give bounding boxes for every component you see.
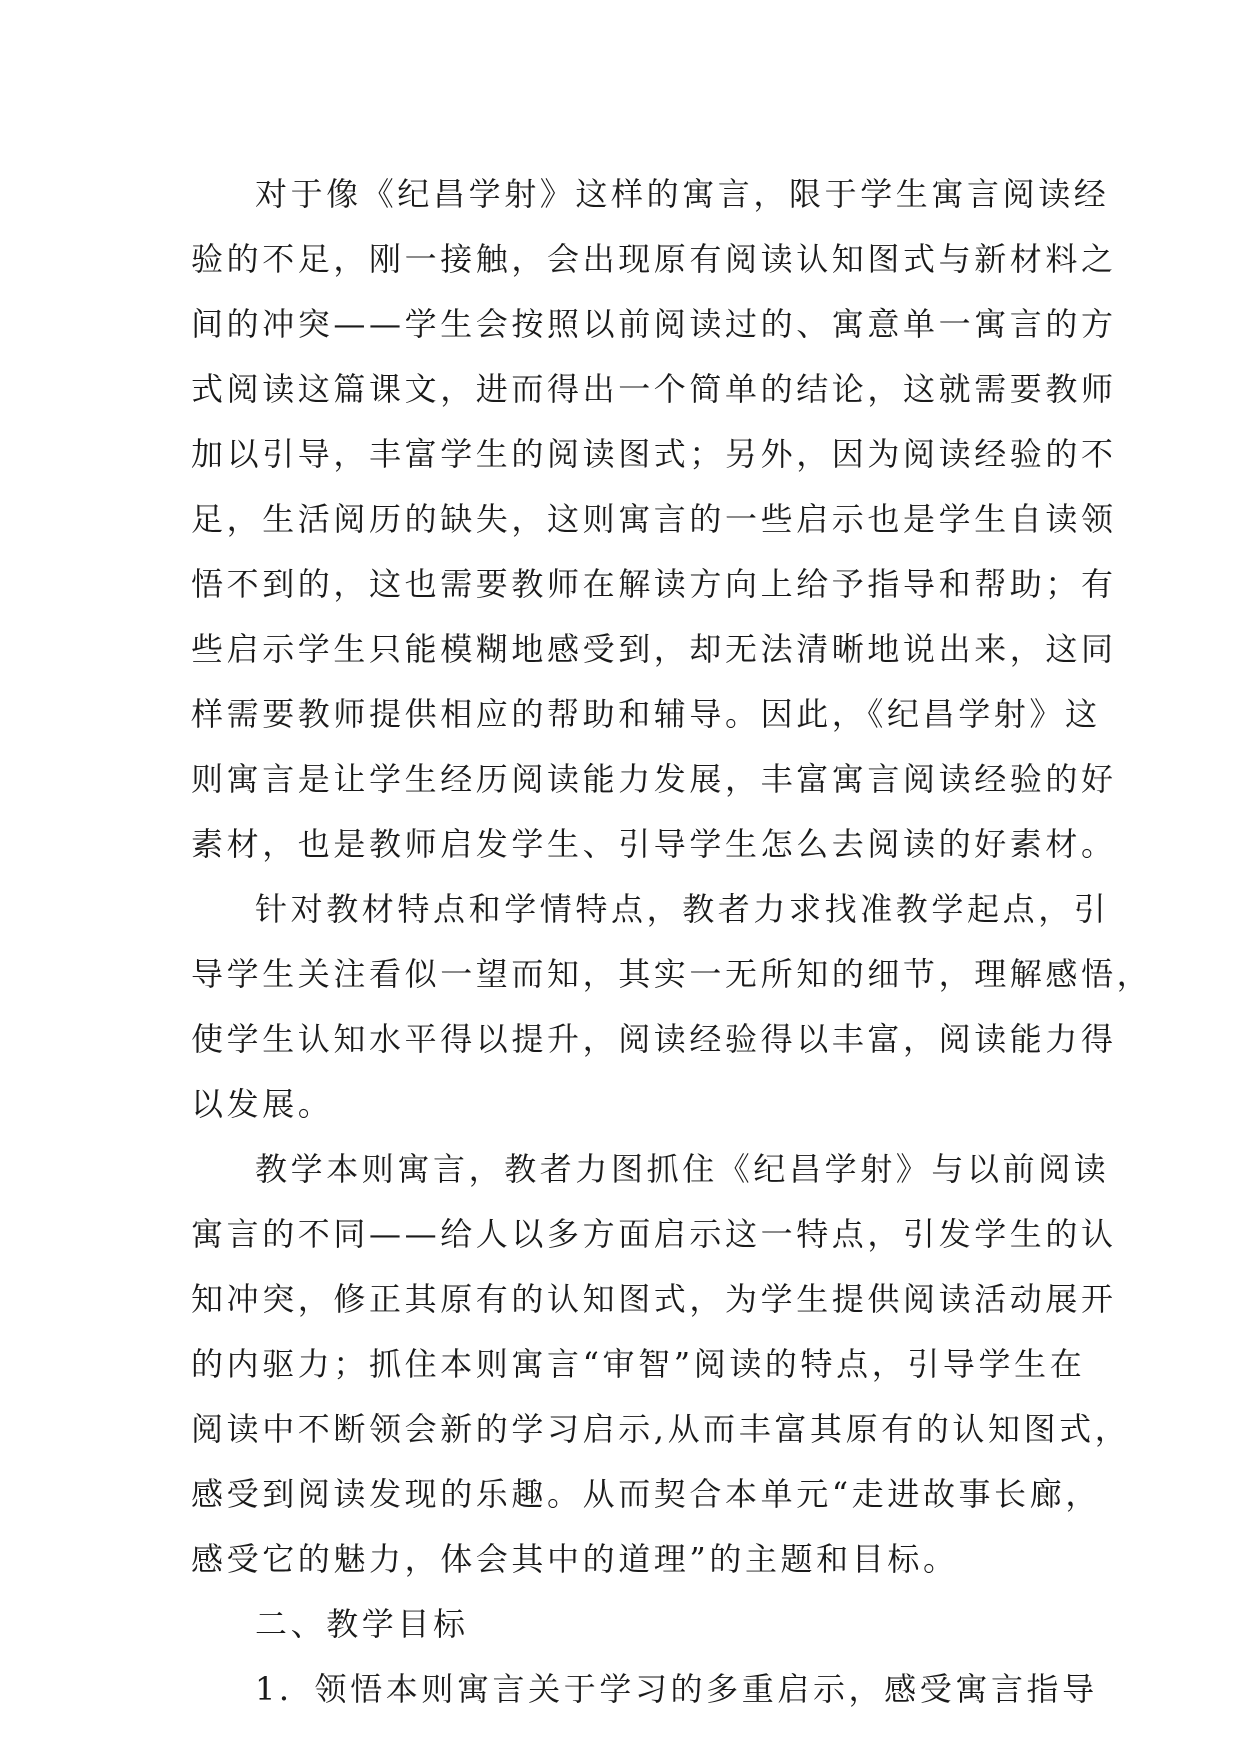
paragraph-line: 则寓言是让学生经历阅读能力发展，丰富寓言阅读经验的好 (191, 760, 1117, 798)
paragraph-line: 使学生认知水平得以提升，阅读经验得以丰富，阅读能力得 (191, 1020, 1117, 1058)
body-text (191, 162, 1153, 1722)
paragraph-line: 加以引导，丰富学生的阅读图式；另外，因为阅读经验的不 (191, 435, 1117, 473)
paragraph-line: 知冲突，修正其原有的认知图式，为学生提供阅读活动展开 (191, 1280, 1117, 1318)
list-item: 1．领悟本则寓言关于学习的多重启示，感受寓言指导 (255, 1670, 1098, 1708)
paragraph-line: 导学生关注看似一望而知，其实一无所知的细节，理解感悟， (191, 955, 1153, 993)
paragraph-line: 阅读中不断领会新的学习启示,从而丰富其原有的认知图式， (191, 1410, 1131, 1448)
paragraph-line: 寓言的不同——给人以多方面启示这一特点，引发学生的认 (191, 1215, 1117, 1253)
paragraph-line: 式阅读这篇课文，进而得出一个简单的结论，这就需要教师 (191, 370, 1117, 408)
paragraph-line: 针对教材特点和学情特点，教者力求找准教学起点，引 (255, 890, 1110, 928)
paragraph-line: 素材，也是教师启发学生、引导学生怎么去阅读的好素材。 (191, 825, 1117, 863)
paragraph-line: 感受到阅读发现的乐趣。从而契合本单元“走进故事长廊， (191, 1475, 1101, 1513)
section-heading: 二、教学目标 (255, 1605, 469, 1643)
paragraph-line: 些启示学生只能模糊地感受到，却无法清晰地说出来，这同 (191, 630, 1117, 668)
paragraph-line: 样需要教师提供相应的帮助和辅导。因此，《纪昌学射》这 (191, 695, 1101, 733)
paragraph-line: 教学本则寓言，教者力图抓住《纪昌学射》与以前阅读 (255, 1150, 1110, 1188)
paragraph-line: 对于像《纪昌学射》这样的寓言，限于学生寓言阅读经 (255, 175, 1110, 213)
paragraph-line: 以发展。 (191, 1085, 334, 1123)
paragraph-line: 感受它的魅力，体会其中的道理”的主题和目标。 (191, 1540, 959, 1578)
paragraph-line: 间的冲突——学生会按照以前阅读过的、寓意单一寓言的方 (191, 305, 1117, 343)
paragraph-line: 验的不足，刚一接触，会出现原有阅读认知图式与新材料之 (191, 240, 1117, 278)
paragraph-line: 的内驱力；抓住本则寓言“审智”阅读的特点，引导学生在 (191, 1345, 1086, 1383)
paragraph-line: 悟不到的，这也需要教师在解读方向上给予指导和帮助；有 (191, 565, 1117, 603)
paragraph-line: 足，生活阅历的缺失，这则寓言的一些启示也是学生自读领 (191, 500, 1117, 538)
